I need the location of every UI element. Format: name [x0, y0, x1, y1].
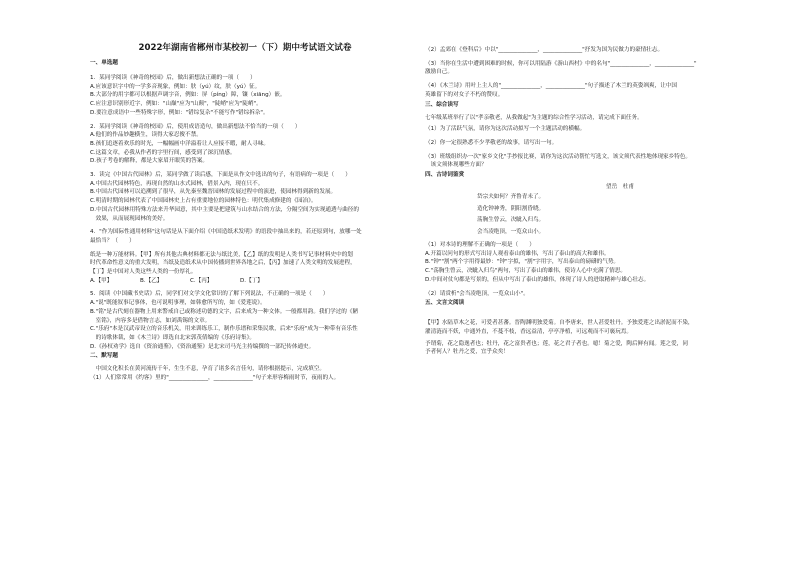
text-line: 予谓菊，花之隐逸者也；牡丹，花之富贵者也；莲，花之君子者也。噫！菊之爱，陶后鲜有闻。莲之爱，同 [425, 340, 688, 347]
answer-option: B.【乙】 [140, 277, 163, 284]
text-line: 时代革命性意义的重大发明，当纸及造纸术从中国传播到世界各地之后，【丙】加速了人类文明的发展进程， [90, 260, 356, 267]
text-line: 效果，从而展现园林的美好。 [90, 215, 169, 222]
right-column [425, 46, 775, 357]
text-line: （4）《木兰诗》用叶上主人的"______________，______________"句子描述了木兰的英姿飒爽，让中国 [425, 83, 678, 90]
section-heading: 二、默写题 [90, 353, 118, 360]
poem-line: 荡胸生曾云，决眦入归鸟。 [477, 217, 545, 224]
answer-option: A.【甲】 [90, 277, 113, 284]
text-line: （3）班级组织办一次"家乡文化"手抄报比赛，请你为这次活动帮忙写选文，该文须代表性地体现家乡特色。 [425, 153, 692, 160]
text-line: B.大部分的用字都可以根据声调字音，例如：屏（píng）障，镶（xiāng）嵌。 [90, 92, 286, 99]
text-line: （1）人们常常用《约客》里的"______________，______________"句子来形容梅雨时节，夜雨的人。 [90, 375, 340, 382]
text-line: D.中间对仗句都是写景的，但从中写出了泰山的雄伟，体现了诗人的进取精神与雄心壮志。 [425, 276, 650, 283]
text-line: 予者何人？牡丹之爱，宜乎众矣！ [425, 349, 509, 356]
text-line: B."铭"是古代刻在器物上用来警戒自己或称述功德的文字，后来成为一种文体。一般都用韵。我们学过的《陋 [90, 308, 359, 315]
text-line: 该文须体现哪些方面？ [425, 162, 487, 169]
text-line: D.要注意成语中一些特殊字形，例如："错综复杂"不能写作"错综拆杂"。 [90, 109, 269, 116]
spacer [425, 309, 775, 319]
text-line: A.开篇以问句的形式写出诗人观看泰山的雄伟，写出了泰山的高大和雄伟。 [425, 250, 610, 257]
text-line: B."钟""割"两个字用得最妙："钟"字拟，"割"字用字，写出泰山的磅礴的气势。 [425, 259, 620, 266]
text-line: 的诗歌体裁，如《木兰诗》即选自北宋郭茂倩编的《乐府诗集》。 [90, 334, 256, 341]
text-line: 濯清涟而不妖，中通外直，不蔓不枝，香远益清，亭亭净植，可远观而不可亵玩焉。 [425, 328, 632, 335]
text-line: A.应该意识字中的一学多音现象，例如：肤（yú）纹，肤（yú）征。 [90, 83, 261, 90]
text-line: B.中国古代园林可以追溯到了很早，从先秦至魏晋园林的发展过程中的演进，使园林得到新的发展。 [90, 189, 337, 196]
answer-option: C.【丙】 [190, 277, 213, 284]
text-line: 4．"作为国际性通用材料"这句话是从下面介绍《中国造纸术发明》的语段中抽出来的，若还原到句，放哪一处 [90, 229, 362, 236]
text-line: C."荡胸生曾云，决眦入归鸟"两句，写出了泰山的雄伟，使诗人心中充满了情思。 [425, 268, 627, 275]
section-heading: 四、古诗词鉴赏 [425, 172, 465, 179]
text-line: （3）当你在生活中遭到困难的时候，你可以用陆游《游山西村》中的名句"______________，______________" [425, 60, 697, 67]
text-line: C.应注意识别形近字，例如："山巅"应为"山颠"，"陡峭"应为"陡峭"。 [90, 101, 262, 108]
text-line: 2．某同学阅读《神奇的校园》后，使用成语造句，做出新想法不恰当的一项（ ） [90, 123, 301, 130]
answer-options [90, 277, 400, 286]
text-line: B.孩们追逐着欢乐的时光，一幅幅画中洋溢着让人应接不暇，耐人寻味。 [90, 140, 270, 147]
text-line: （2）请赏析"会当凌绝顶，一览众山小"。 [425, 290, 529, 297]
text-line: 3．读完《中国古代园林》后，某同学做了读后感，下面是从作文中选出的句子，有语病的一项是（ ） [90, 172, 351, 179]
text-line: 英雄留下的对女子不朽的赞叹。 [425, 91, 504, 98]
text-line: 室铭》，内容多是借物言志，如刘禹锡的文章。 [90, 317, 211, 324]
section-heading: 一、单选题 [90, 60, 118, 66]
left-column [90, 58, 400, 383]
text-line: A.他们的作品妙趣横生，读得大家忍俊不禁。 [90, 132, 202, 139]
text-line: 【甲】水陆草木之花，可爱者甚蕃。晋陶渊明独爱菊。自李唐来，世人甚爱牡丹。予独爱莲之出淤泥而不染， [425, 320, 694, 327]
text-line: （1）为了活跃气氛，请你为这次活动拟写一个主题活动的横幅。 [425, 126, 586, 133]
text-line: A."说"既能叙事记事体，也可说明事理，如韩愈所写的，如《爱莲说》。 [90, 300, 266, 307]
text-line: （1）对本诗的理解不正确的一项是（ ） [425, 242, 535, 249]
text-line: C."乐府"本是汉武帝设立的音乐机关，用来训练乐工，制作乐谱和采集民歌，后来"乐府"成为一种带有音乐性 [90, 326, 358, 333]
text-line: 激励自己。 [425, 69, 453, 76]
text-line: 纸是一种万能材料。【甲】所有其他古典材料都无法与纸比美，【乙】纸的发明是人类书写记事材料史中的划 [90, 251, 353, 258]
text-line: D.《孙权劝学》选自《资治通鉴》，《资治通鉴》是北宋司马光主持编撰的一部纪传体通史。 [90, 343, 315, 350]
section-heading: 三、综合读写 [425, 101, 459, 108]
text-line: 5．阅读《中国藏书史话》后，同学们对文学文化常识的了解下列说法，不正确的一项是（ ） [90, 291, 329, 298]
text-line: 七年级某班举行了以"孝亲敬老，从我做起"为主题的综合性学习活动，请完成下面任务。 [425, 114, 643, 121]
answer-option: D.【丁】 [240, 277, 263, 284]
poem-line: 造化钟神秀，阴阳割昏晓。 [477, 205, 545, 212]
text-line: 【丁】是中国对人类这些人类的一份厚礼。 [90, 269, 197, 276]
text-line: C.明清时期的园林代表了中国园林史上占有重要地位的园林特色：明代集成修建的《园冶》。 [90, 198, 317, 205]
text-line: 最恰当？（ ） [90, 237, 135, 244]
text-line: 中国文化积长在黄河流传千年，生生不息，孕育了诸多名言佳句，请你根据提示，完成填空。 [90, 366, 325, 373]
text-line: D.中国古代园林用特殊方法来升华园意，其中主要是把建筑与山水结合的方法，分隔空间为实现通透与曲径的 [90, 206, 359, 213]
text-line: （2）孟郊在《登科后》中以"______________，______________"抒发为国为民做力的豪情壮志。 [425, 47, 664, 53]
text-line: C.这篇文章，必我从作者的字里行间，感受到了深沉情感。 [90, 149, 236, 156]
text-line: A.中国古代园林特色，再现自然的山水式园林，借景入内，现在只不。 [90, 180, 264, 187]
poem-line: 会当凌绝顶，一览众山小。 [477, 228, 545, 235]
poem-title: 望岳 杜甫 [606, 184, 634, 191]
text-line: 1．某同学阅读《神奇的校园》后，做出新想法正确的一项（ ） [90, 75, 256, 81]
page-title: 2022年湖南省郴州市某校初一（下）期中考试语文试卷 [138, 43, 352, 53]
text-line: （2）你一定很熟悉不少孝敬老的故事，请写出一句。 [425, 139, 558, 146]
section-heading: 五、文言文阅读 [425, 300, 465, 307]
poem-line: 岱宗夫如何？齐鲁青未了。 [477, 194, 545, 201]
text-line: D.孩子考卷的解释，都是大家眉开眼笑的答案。 [90, 158, 208, 165]
